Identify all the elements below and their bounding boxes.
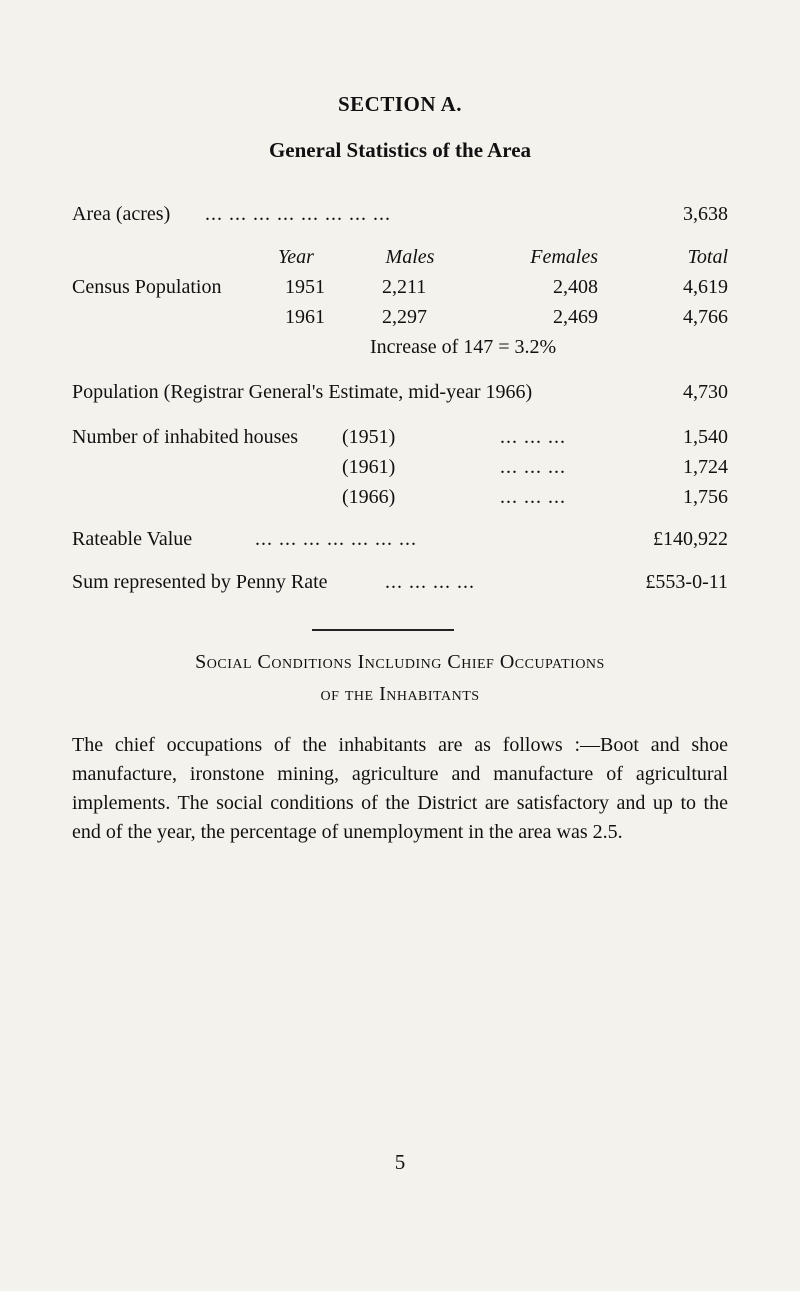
population-estimate-value: 4,730 <box>683 381 728 403</box>
section-divider <box>312 629 454 631</box>
census-header-males: Males <box>385 246 435 268</box>
houses-row-value: 1,540 <box>683 426 728 448</box>
rateable-value-label: Rateable Value <box>72 528 193 550</box>
houses-row-dots: ... ... ... <box>500 426 566 448</box>
page-number: 5 <box>394 1150 406 1174</box>
area-leader-dots: ... ... ... ... ... ... ... ... <box>205 203 391 225</box>
rateable-value-leader-dots: ... ... ... ... ... ... ... <box>255 528 417 550</box>
houses-label: Number of inhabited houses <box>72 426 299 448</box>
census-header-females: Females <box>530 246 598 268</box>
houses-row-dots: ... ... ... <box>500 456 566 478</box>
section-title: SECTION A. <box>337 92 463 116</box>
population-estimate-label: Population (Registrar General's Estimate, mid-year 1966) <box>72 381 533 403</box>
census-label: Census Population <box>72 276 222 298</box>
houses-row-dots: ... ... ... <box>500 486 566 508</box>
rateable-value: £140,922 <box>653 528 728 550</box>
houses-row-value: 1,756 <box>683 486 728 508</box>
area-value: 3,638 <box>683 203 728 225</box>
census-header-year: Year <box>278 246 314 268</box>
houses-row-value: 1,724 <box>683 456 728 478</box>
census-header-total: Total <box>687 246 728 268</box>
census-increase: Increase of 147 = 3.2% <box>370 336 557 358</box>
census-row-year: 1961 <box>285 306 325 328</box>
census-row-total: 4,619 <box>683 276 728 298</box>
penny-rate-leader-dots: ... ... ... ... <box>385 571 475 593</box>
houses-row-year: (1966) <box>342 486 396 508</box>
houses-row-year: (1961) <box>342 456 396 478</box>
social-heading: Social Conditions Including Chief Occupations <box>195 651 605 673</box>
census-row-males: 2,211 <box>382 276 427 298</box>
area-label: Area (acres) <box>72 203 171 225</box>
houses-row-year: (1951) <box>342 426 396 448</box>
social-heading-continued: of the Inhabitants <box>320 683 480 705</box>
census-row-females: 2,408 <box>553 276 598 298</box>
social-paragraph: The chief occupations of the inhabitants are as follows :—Boot and shoe manufacture, ironstone mining, agriculture and manufacture of agricultural implements. The social conditions of the District are satisfactory and up to the end of the year, the percentage of unemployment in the area was 2.5. <box>72 734 728 843</box>
census-row-males: 2,297 <box>382 306 427 328</box>
census-row-total: 4,766 <box>683 306 728 328</box>
census-row-females: 2,469 <box>553 306 598 328</box>
penny-rate-label: Sum represented by Penny Rate <box>72 571 328 593</box>
penny-rate-value: £553-0-11 <box>645 571 728 593</box>
page-subtitle: General Statistics of the Area <box>268 138 532 162</box>
census-row-year: 1951 <box>285 276 325 298</box>
